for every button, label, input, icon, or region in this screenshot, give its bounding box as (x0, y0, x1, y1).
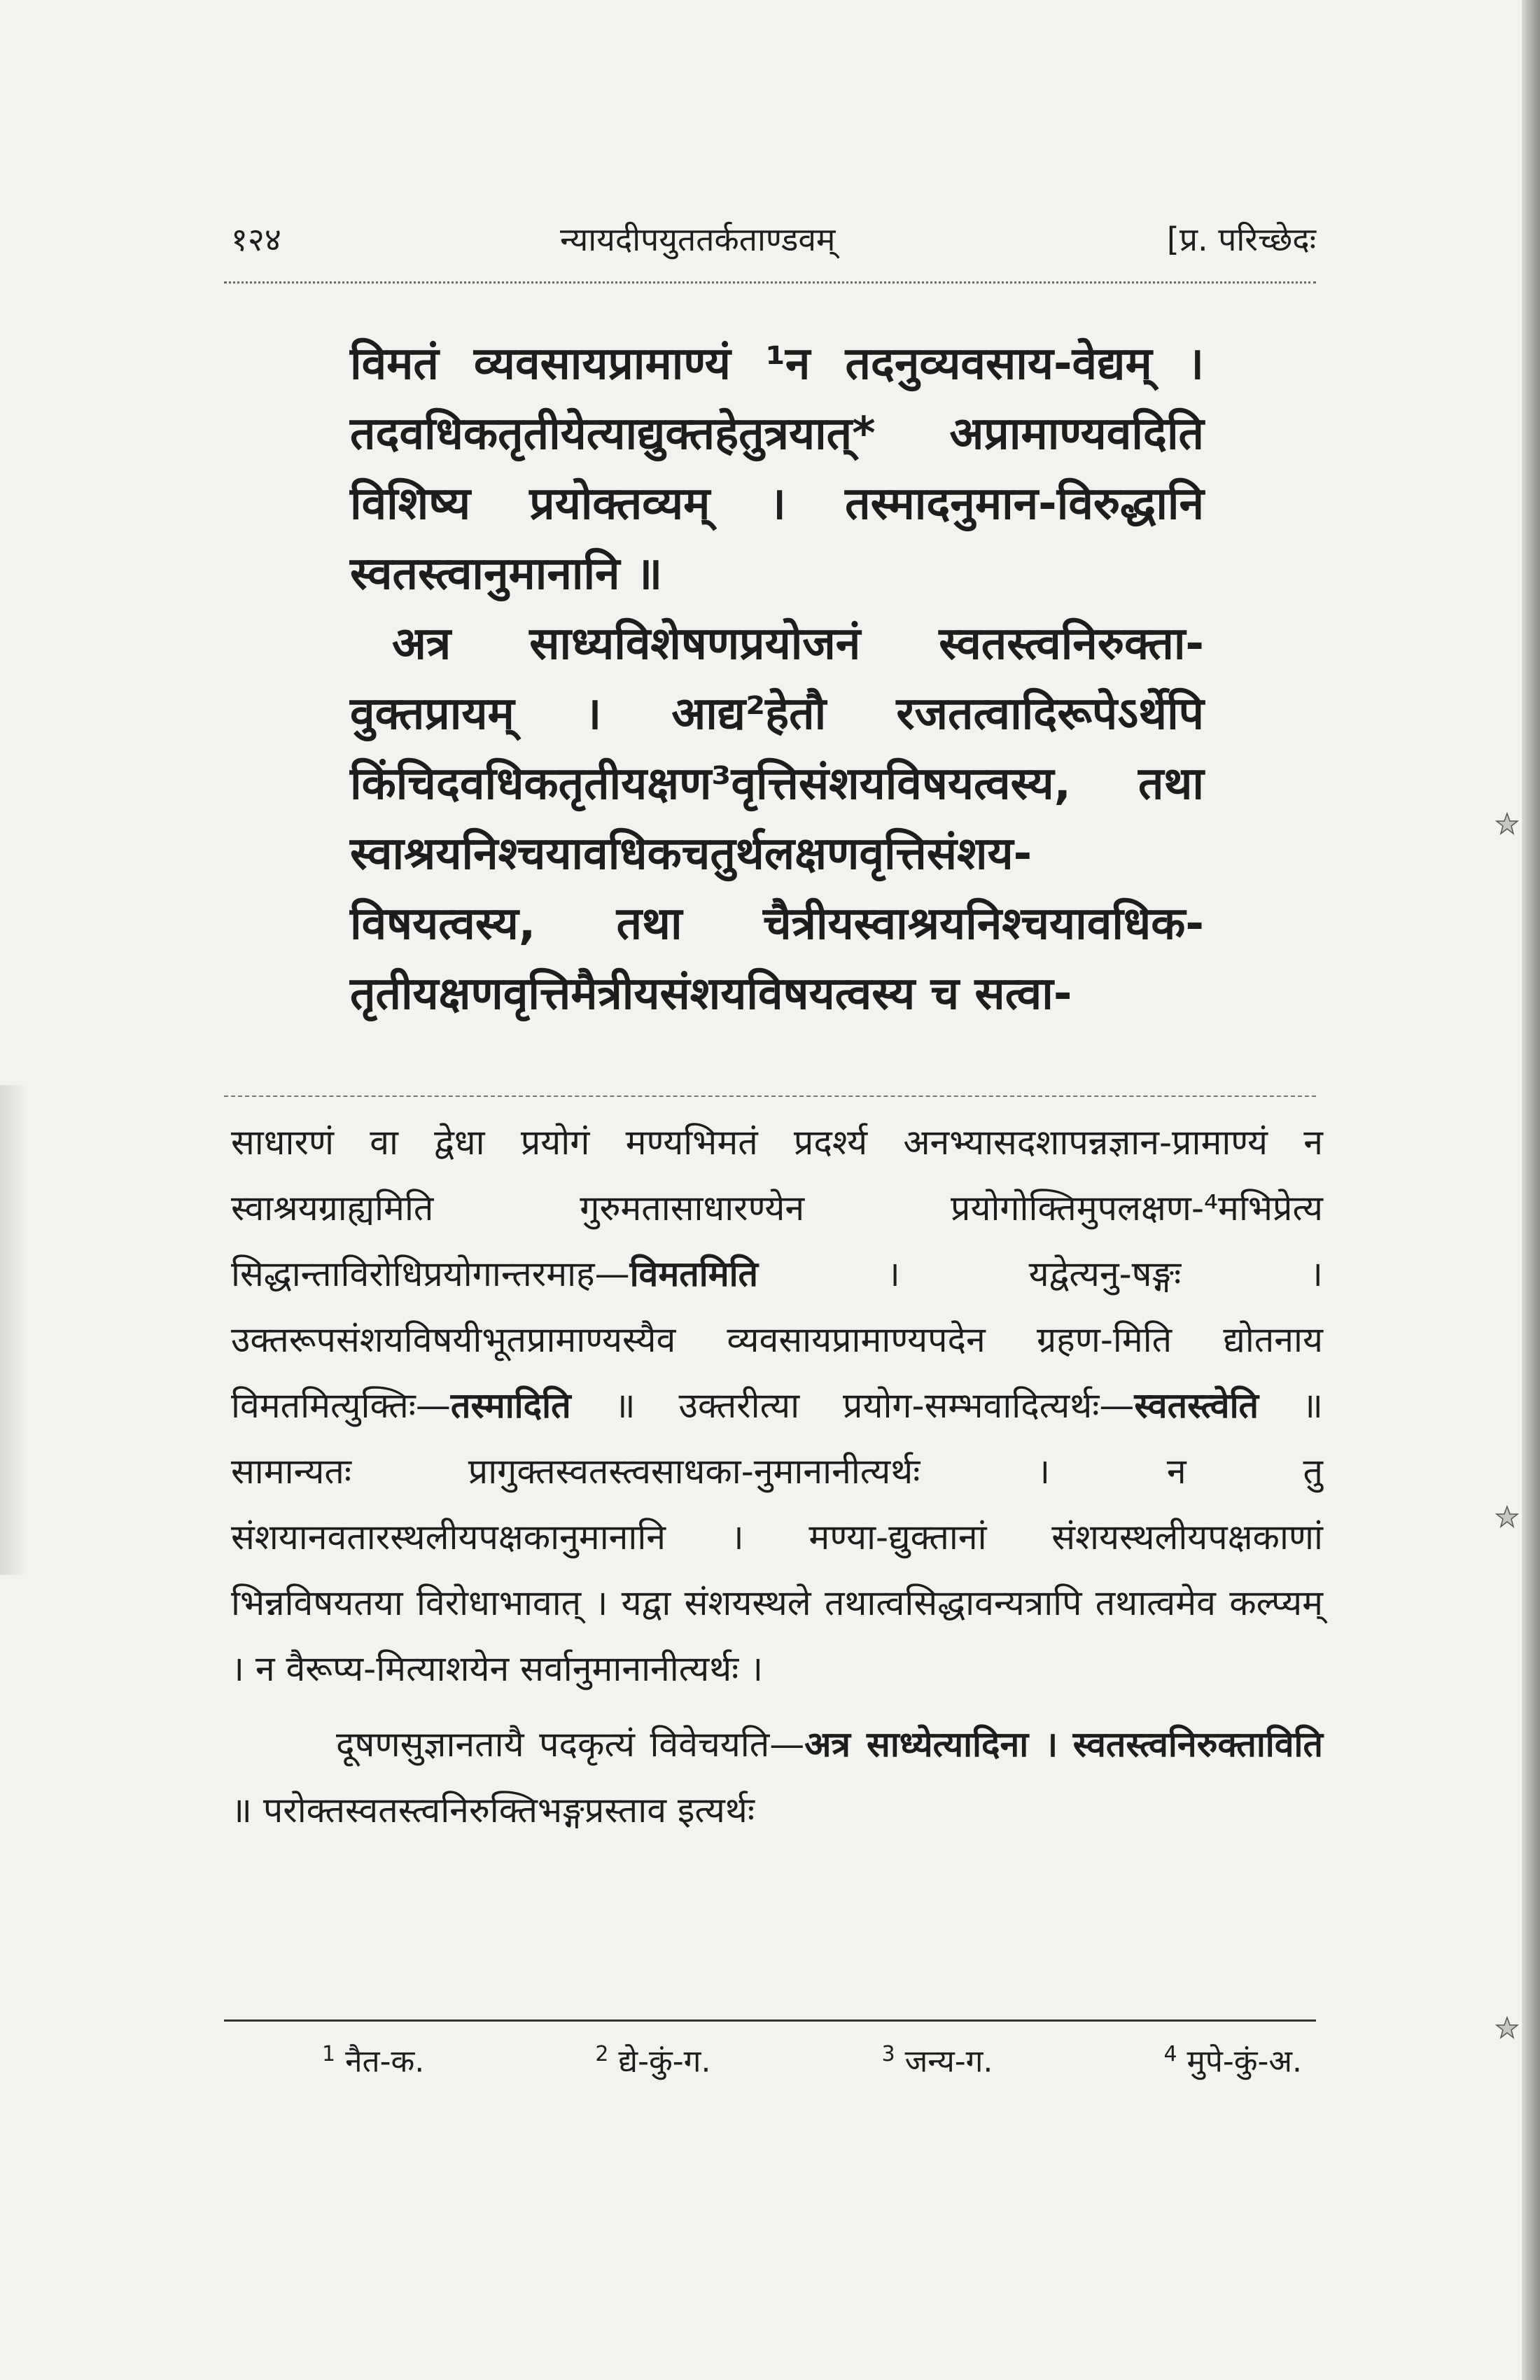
footnotes (322, 2030, 1302, 2087)
footnote-rule (224, 2019, 1316, 2022)
main-text (350, 329, 1204, 1029)
footnote-number: 3 (881, 2042, 895, 2066)
section-label: [प्र. परिच्छेदः (1166, 220, 1316, 258)
footnote-number: 1 (322, 2042, 336, 2066)
commentary-text-span: ॥ सामान्यतः प्रागुक्तस्वतस्त्वसाधका-नुमानानीत्यर्थः । न तु संशयानवतारस्थलीयपक्षकानुमानानि । मण्या-द्युक्तानां संशयस्थलीयपक्षकाणां भिन्नविषयतया विरोधाभावात् । यद्वा संशयस्थले तथात्वसिद्धावन्यत्रापि तथात्वमेव कल्प्यम् । न वैरूप्य-मित्याशयेन सर्वानुमानानीत्यर्थः । (231, 1385, 1323, 1689)
star-icon (1495, 1505, 1519, 1529)
star-icon (1495, 812, 1519, 836)
commentary-paragraph-2 (231, 1712, 1323, 1843)
footnote-item (1163, 2030, 1302, 2087)
page-edge-shadow (0, 1085, 28, 1575)
page-edge (1522, 0, 1540, 2380)
pratika-term: अत्र साध्येत्यादिना । (804, 1724, 1058, 1765)
footnote-text: द्ये-कुं-ग. (618, 2043, 711, 2080)
footnote-item (322, 2030, 424, 2087)
pratika-term: स्वतस्त्वेति (1134, 1385, 1259, 1426)
footnote-item (595, 2030, 710, 2087)
running-title: न्यायदीपयुततर्कताण्डवम् (560, 220, 836, 258)
footnote-number: 4 (1163, 2042, 1177, 2066)
commentary-text-span: साधारणं वा द्वेधा प्रयोगं मण्यभिमतं प्रदर्श्य अनभ्यासदशापन्नज्ञान-प्रामाण्यं न स्वाश्रयग्राह्यमिति गुरुमतासाधारण्येन प्रयोगोक्तिमुपलक्षण-⁴मभिप्रेत्य सिद्धान्ताविरोधिप्रयोगान्तरमाह— (231, 1122, 1323, 1294)
commentary-text-span: ॥ परोक्तस्वतस्त्वनिरुक्तिभङ्गप्रस्ताव इत्यर्थः (231, 1790, 755, 1830)
footnote-text: जन्य-ग. (904, 2043, 993, 2080)
main-paragraph-2: अत्र साध्यविशेषणप्रयोजनं स्वतस्त्वनिरुक्ता-वुक्तप्रायम् । आद्य²हेतौ रजतत्वादिरूपेऽर्थेपि किंचिदवधिकतृतीयक्षण³वृत्तिसंशयविषयत्वस्य, तथा स्वाश्रयनिश्चयावधिकचतुर्थलक्षणवृत्तिसंशय-विषयत्वस्य, तथा चैत्रीयस्वाश्रयनिश्चयावधिक-तृतीयक्षणवृत्तिमैत्रीयसंशयविषयत्वस्य च सत्वा- (350, 618, 1204, 1020)
pratika-term: तस्मादिति (450, 1385, 571, 1426)
footnote-text: मुपे-कुं-अ. (1186, 2043, 1302, 2080)
commentary-text-span: ॥ उक्तरीत्या प्रयोग-सम्भवादित्यर्थः— (614, 1385, 1135, 1426)
header-rule (224, 281, 1316, 284)
commentary-text (231, 1110, 1323, 1843)
commentary-text-span: दूषणसुज्ञानतायै पदकृत्यं विवेचयति— (336, 1724, 805, 1765)
page-number: १२४ (231, 220, 281, 258)
footnote-number: 2 (595, 2042, 609, 2066)
footnote-text: नैत-क. (345, 2043, 425, 2080)
main-paragraph-1: विमतं व्यवसायप्रामाण्यं ¹न तदनुव्यवसाय-वेद्यम् । तदवधिकतृतीयेत्याद्युक्तहेतुत्रयात्* अप्रामाण्यवदिति विशिष्य प्रयोक्तव्यम् । तस्मादनुमान-विरुद्धानि स्वतस्त्वानुमानानि ॥ (350, 338, 1204, 600)
text-separator (224, 1096, 1316, 1097)
pratika-term: विमतमिति (629, 1254, 759, 1294)
commentary-text-span: । यद्वेत्यनु-षङ्गः । उक्तरूपसंशयविषयीभूतप्रामाण्यस्यैव व्यवसायप्रामाण्यपदेन ग्रहण-मिति द्योतनाय विमतमित्युक्तिः— (231, 1254, 1323, 1426)
pratika-term: स्वतस्त्वनिरुक्ताविति (1072, 1724, 1323, 1765)
star-icon (1495, 2016, 1519, 2040)
running-header (210, 210, 1316, 266)
commentary-paragraph-1 (231, 1110, 1323, 1702)
footnote-item (882, 2030, 993, 2087)
